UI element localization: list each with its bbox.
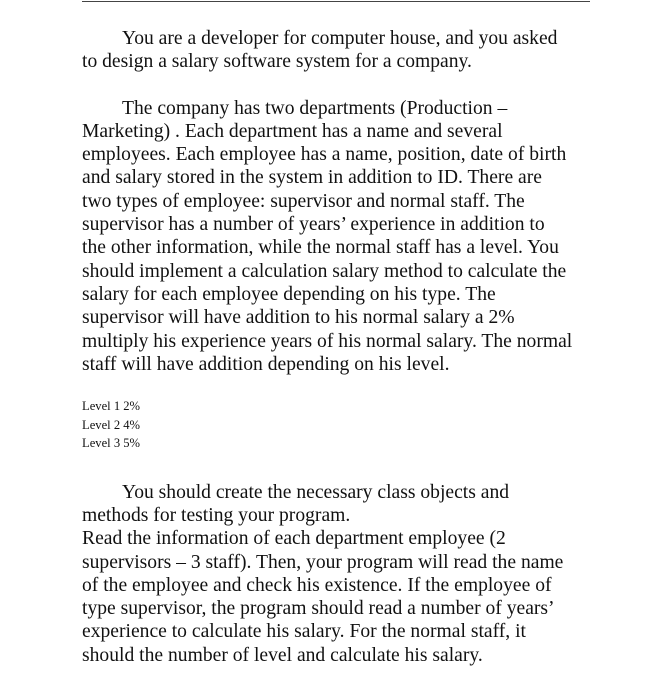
level-item-3: Level 3 5% — [82, 436, 141, 451]
intro-line-1: You are a developer for computer house, and you asked — [122, 28, 558, 49]
task-line-7: experience to calculate his salary. For the normal staff, it — [82, 621, 526, 643]
task-line-4: supervisors – 3 staff). Then, your program will read the name — [82, 551, 564, 573]
task-line-5: of the employee and check his existence. If the employee of — [82, 574, 552, 596]
description-line-6: supervisor has a number of years’ experience in addition to — [82, 214, 545, 236]
task-line-1: You should create the necessary class objects and — [122, 481, 510, 503]
description-line-7: the other information, while the normal staff has a level. You — [82, 237, 559, 259]
level-item-2: Level 2 4% — [82, 417, 141, 432]
task-line-8: should the number of level and calculate his salary. — [82, 644, 483, 666]
intro-line-2: to design a salary software system for a company. — [82, 51, 472, 73]
description-line-11: multiply his experience years of his normal salary. The normal — [82, 330, 573, 352]
description-paragraph — [82, 97, 602, 377]
description-line-1: The company has two departments (Production – — [122, 97, 508, 119]
description-line-2: Marketing) . Each department has a name and several — [82, 120, 503, 142]
task-paragraph — [82, 481, 602, 667]
description-line-10: supervisor will have addition to his normal salary a 2% — [82, 307, 515, 329]
description-line-9: salary for each employee depending on his type. The — [82, 283, 496, 305]
task-line-6: type supervisor, the program should read a number of years’ — [82, 598, 555, 620]
level-item-1: Level 1 2% — [82, 399, 141, 414]
task-line-3: Read the information of each department employee (2 — [82, 528, 506, 550]
level-list — [82, 397, 602, 453]
document-page — [82, 27, 602, 667]
top-divider — [82, 1, 590, 2]
description-line-12: staff will have addition depending on his level. — [82, 353, 450, 375]
description-line-5: two types of employee: supervisor and normal staff. The — [82, 190, 525, 212]
description-line-3: employees. Each employee has a name, position, date of birth — [82, 144, 567, 166]
intro-paragraph — [82, 27, 602, 74]
description-line-4: and salary stored in the system in addition to ID. There are — [82, 167, 542, 189]
task-line-2: methods for testing your program. — [82, 504, 351, 526]
description-line-8: should implement a calculation salary method to calculate the — [82, 260, 567, 282]
